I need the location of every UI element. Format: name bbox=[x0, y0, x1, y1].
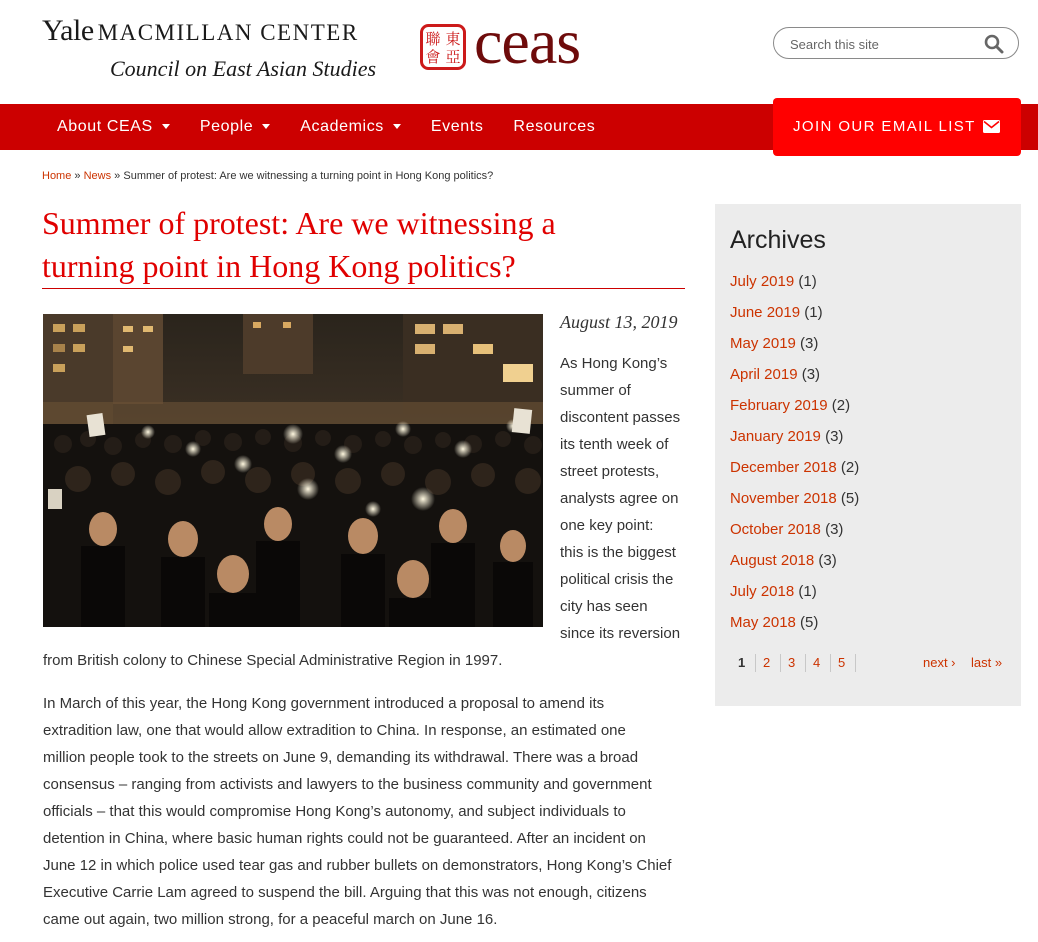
nav-item-label: Resources bbox=[513, 118, 596, 135]
nav-items bbox=[42, 104, 610, 150]
lead-line: city has seen bbox=[560, 598, 648, 615]
paragraph-line: detention in China, where basic human rights could not be guaranteed. After an incident on bbox=[43, 830, 646, 847]
breadcrumb-current: Summer of protest: Are we witnessing a turning point in Hong Kong politics? bbox=[123, 170, 494, 182]
archive-count: (3) bbox=[818, 552, 837, 569]
nav-item-about[interactable] bbox=[42, 104, 185, 150]
seal-char: 亞 bbox=[445, 48, 461, 66]
pager-divider bbox=[780, 654, 781, 672]
nav-item-label: People bbox=[199, 118, 254, 135]
yale-macmillan-logo[interactable] bbox=[42, 14, 359, 48]
paragraph-line: In March of this year, the Hong Kong government introduced a proposal to amend its bbox=[43, 695, 605, 712]
pager bbox=[730, 652, 1020, 674]
archive-item bbox=[730, 580, 859, 611]
archive-count: (1) bbox=[798, 273, 817, 290]
caret-down-icon bbox=[393, 124, 401, 129]
archive-item bbox=[730, 549, 859, 580]
breadcrumb-separator: » bbox=[114, 170, 121, 182]
archive-count: (1) bbox=[798, 583, 817, 600]
search-input[interactable] bbox=[788, 34, 972, 54]
caret-down-icon bbox=[262, 124, 270, 129]
lead-line: street protests, bbox=[560, 463, 660, 480]
archives-list bbox=[730, 270, 859, 642]
archive-link[interactable]: June 2019 bbox=[730, 304, 801, 321]
magnifier-icon[interactable] bbox=[984, 34, 1004, 54]
pager-page-link[interactable]: 3 bbox=[788, 655, 796, 670]
pager-page-link[interactable]: 4 bbox=[813, 655, 821, 670]
archive-item bbox=[730, 394, 859, 425]
paragraph-line: million people took to the streets on June 9, demanding its withdrawal. There was a broad bbox=[43, 749, 639, 766]
archive-link[interactable]: July 2018 bbox=[730, 583, 795, 600]
paragraph-line: extradition law, one that would allow extradition to China. In response, an estimated one bbox=[43, 722, 626, 739]
lead-line: political crisis the bbox=[560, 571, 674, 588]
lead-line: analysts agree on bbox=[560, 490, 679, 507]
search-box bbox=[773, 27, 1019, 59]
archive-count: (3) bbox=[825, 428, 844, 445]
breadcrumb-home[interactable]: Home bbox=[42, 170, 72, 182]
archive-item bbox=[730, 332, 859, 363]
pager-last-link[interactable]: last » bbox=[971, 655, 1003, 670]
archive-link[interactable]: July 2019 bbox=[730, 273, 795, 290]
lead-line: from British colony to Chinese Special Administrative Region in 1997. bbox=[43, 652, 503, 669]
site-header bbox=[0, 0, 1038, 104]
seal-char: 東 bbox=[445, 30, 461, 48]
archive-link[interactable]: May 2018 bbox=[730, 614, 796, 631]
archive-link[interactable]: August 2018 bbox=[730, 552, 815, 569]
lead-line: its tenth week of bbox=[560, 436, 669, 453]
archive-link[interactable]: November 2018 bbox=[730, 490, 837, 507]
title-line: Summer of protest: Are we witnessing a bbox=[42, 205, 556, 241]
seal-char: 聯 bbox=[425, 30, 441, 48]
archive-item bbox=[730, 487, 859, 518]
archive-item bbox=[730, 363, 859, 394]
archives-sidebar bbox=[715, 204, 1021, 706]
nav-item-events[interactable] bbox=[416, 104, 499, 150]
paragraph-line: officials – that this would compromise Hong Kong’s autonomy, and subject individuals to bbox=[43, 803, 626, 820]
archive-count: (2) bbox=[840, 459, 860, 476]
archive-count: (3) bbox=[800, 335, 819, 352]
article-lead bbox=[560, 350, 690, 647]
pager-page-link[interactable]: 2 bbox=[763, 655, 771, 670]
join-email-list-button[interactable] bbox=[773, 98, 1021, 156]
caret-down-icon bbox=[162, 124, 170, 129]
logo-yale-text: Yale bbox=[42, 14, 94, 47]
archive-count: (1) bbox=[804, 304, 823, 321]
seal-char: 會 bbox=[425, 48, 441, 66]
nav-item-resources[interactable] bbox=[498, 104, 610, 150]
archive-count: (3) bbox=[801, 366, 821, 383]
archive-link[interactable]: May 2019 bbox=[730, 335, 796, 352]
lead-line: As Hong Kong’s bbox=[560, 355, 668, 372]
email-button-label: JOIN OUR EMAIL LIST bbox=[793, 118, 976, 135]
paragraph-line: consensus – ranging from activists and lawyers to the business community and government bbox=[43, 776, 652, 793]
nav-item-label: About CEAS bbox=[57, 118, 153, 135]
lead-line: summer of bbox=[560, 382, 631, 399]
archive-item bbox=[730, 301, 859, 332]
archive-link[interactable]: January 2019 bbox=[730, 428, 821, 445]
pager-divider bbox=[855, 654, 856, 672]
lead-line: one key point: bbox=[560, 517, 654, 534]
protest-crowd-photo bbox=[43, 314, 543, 627]
pager-next-link[interactable]: next › bbox=[923, 655, 956, 670]
breadcrumb-news[interactable]: News bbox=[83, 170, 112, 182]
pager-page-link[interactable]: 5 bbox=[838, 655, 846, 670]
archive-link[interactable]: April 2019 bbox=[730, 366, 798, 383]
pager-current-page: 1 bbox=[738, 655, 746, 670]
archive-link[interactable]: February 2019 bbox=[730, 397, 828, 414]
archive-item bbox=[730, 425, 859, 456]
archive-item bbox=[730, 270, 859, 301]
archive-link[interactable]: December 2018 bbox=[730, 459, 837, 476]
page-title bbox=[42, 202, 682, 288]
lead-line: since its reversion bbox=[560, 625, 681, 642]
pager-divider bbox=[755, 654, 756, 672]
archive-count: (5) bbox=[840, 490, 860, 507]
archives-title: Archives bbox=[730, 226, 826, 254]
ceas-wordmark[interactable]: ceas bbox=[474, 6, 581, 77]
nav-item-people[interactable] bbox=[185, 104, 285, 150]
breadcrumb-separator: » bbox=[74, 170, 81, 182]
lead-line: discontent passes bbox=[560, 409, 681, 426]
paragraph-line: Executive Carrie Lam agreed to suspend the bill. Arguing that this was not enough, citizens bbox=[43, 884, 647, 901]
paragraph-line: June 12 in which police used tear gas and rubber bullets on demonstrators, Hong Kong’s Chief bbox=[43, 857, 672, 874]
paragraph-line: came out again, two million strong, for a peaceful march on June 16. bbox=[43, 911, 498, 928]
ceas-seal-icon[interactable] bbox=[420, 24, 466, 70]
title-divider bbox=[42, 288, 685, 289]
archive-count: (3) bbox=[825, 521, 844, 538]
archive-item bbox=[730, 518, 859, 549]
article-date: August 13, 2019 bbox=[560, 312, 678, 332]
nav-item-label: Events bbox=[430, 118, 484, 135]
pager-divider bbox=[805, 654, 806, 672]
archive-count: (5) bbox=[800, 614, 819, 631]
logo-macmillan-text: MACMILLAN CENTER bbox=[97, 20, 359, 45]
article-paragraph bbox=[43, 690, 703, 933]
archive-link[interactable]: October 2018 bbox=[730, 521, 821, 538]
logo-council-text[interactable]: Council on East Asian Studies bbox=[110, 56, 377, 81]
archive-item bbox=[730, 611, 859, 642]
envelope-icon bbox=[983, 120, 1000, 133]
lead-line: this is the biggest bbox=[560, 544, 676, 561]
archive-item bbox=[730, 456, 859, 487]
title-line: turning point in Hong Kong politics? bbox=[42, 248, 516, 284]
nav-item-academics[interactable] bbox=[285, 104, 416, 150]
pager-divider bbox=[830, 654, 831, 672]
nav-item-label: Academics bbox=[300, 118, 384, 135]
archive-count: (2) bbox=[831, 397, 851, 414]
breadcrumb bbox=[42, 170, 493, 182]
